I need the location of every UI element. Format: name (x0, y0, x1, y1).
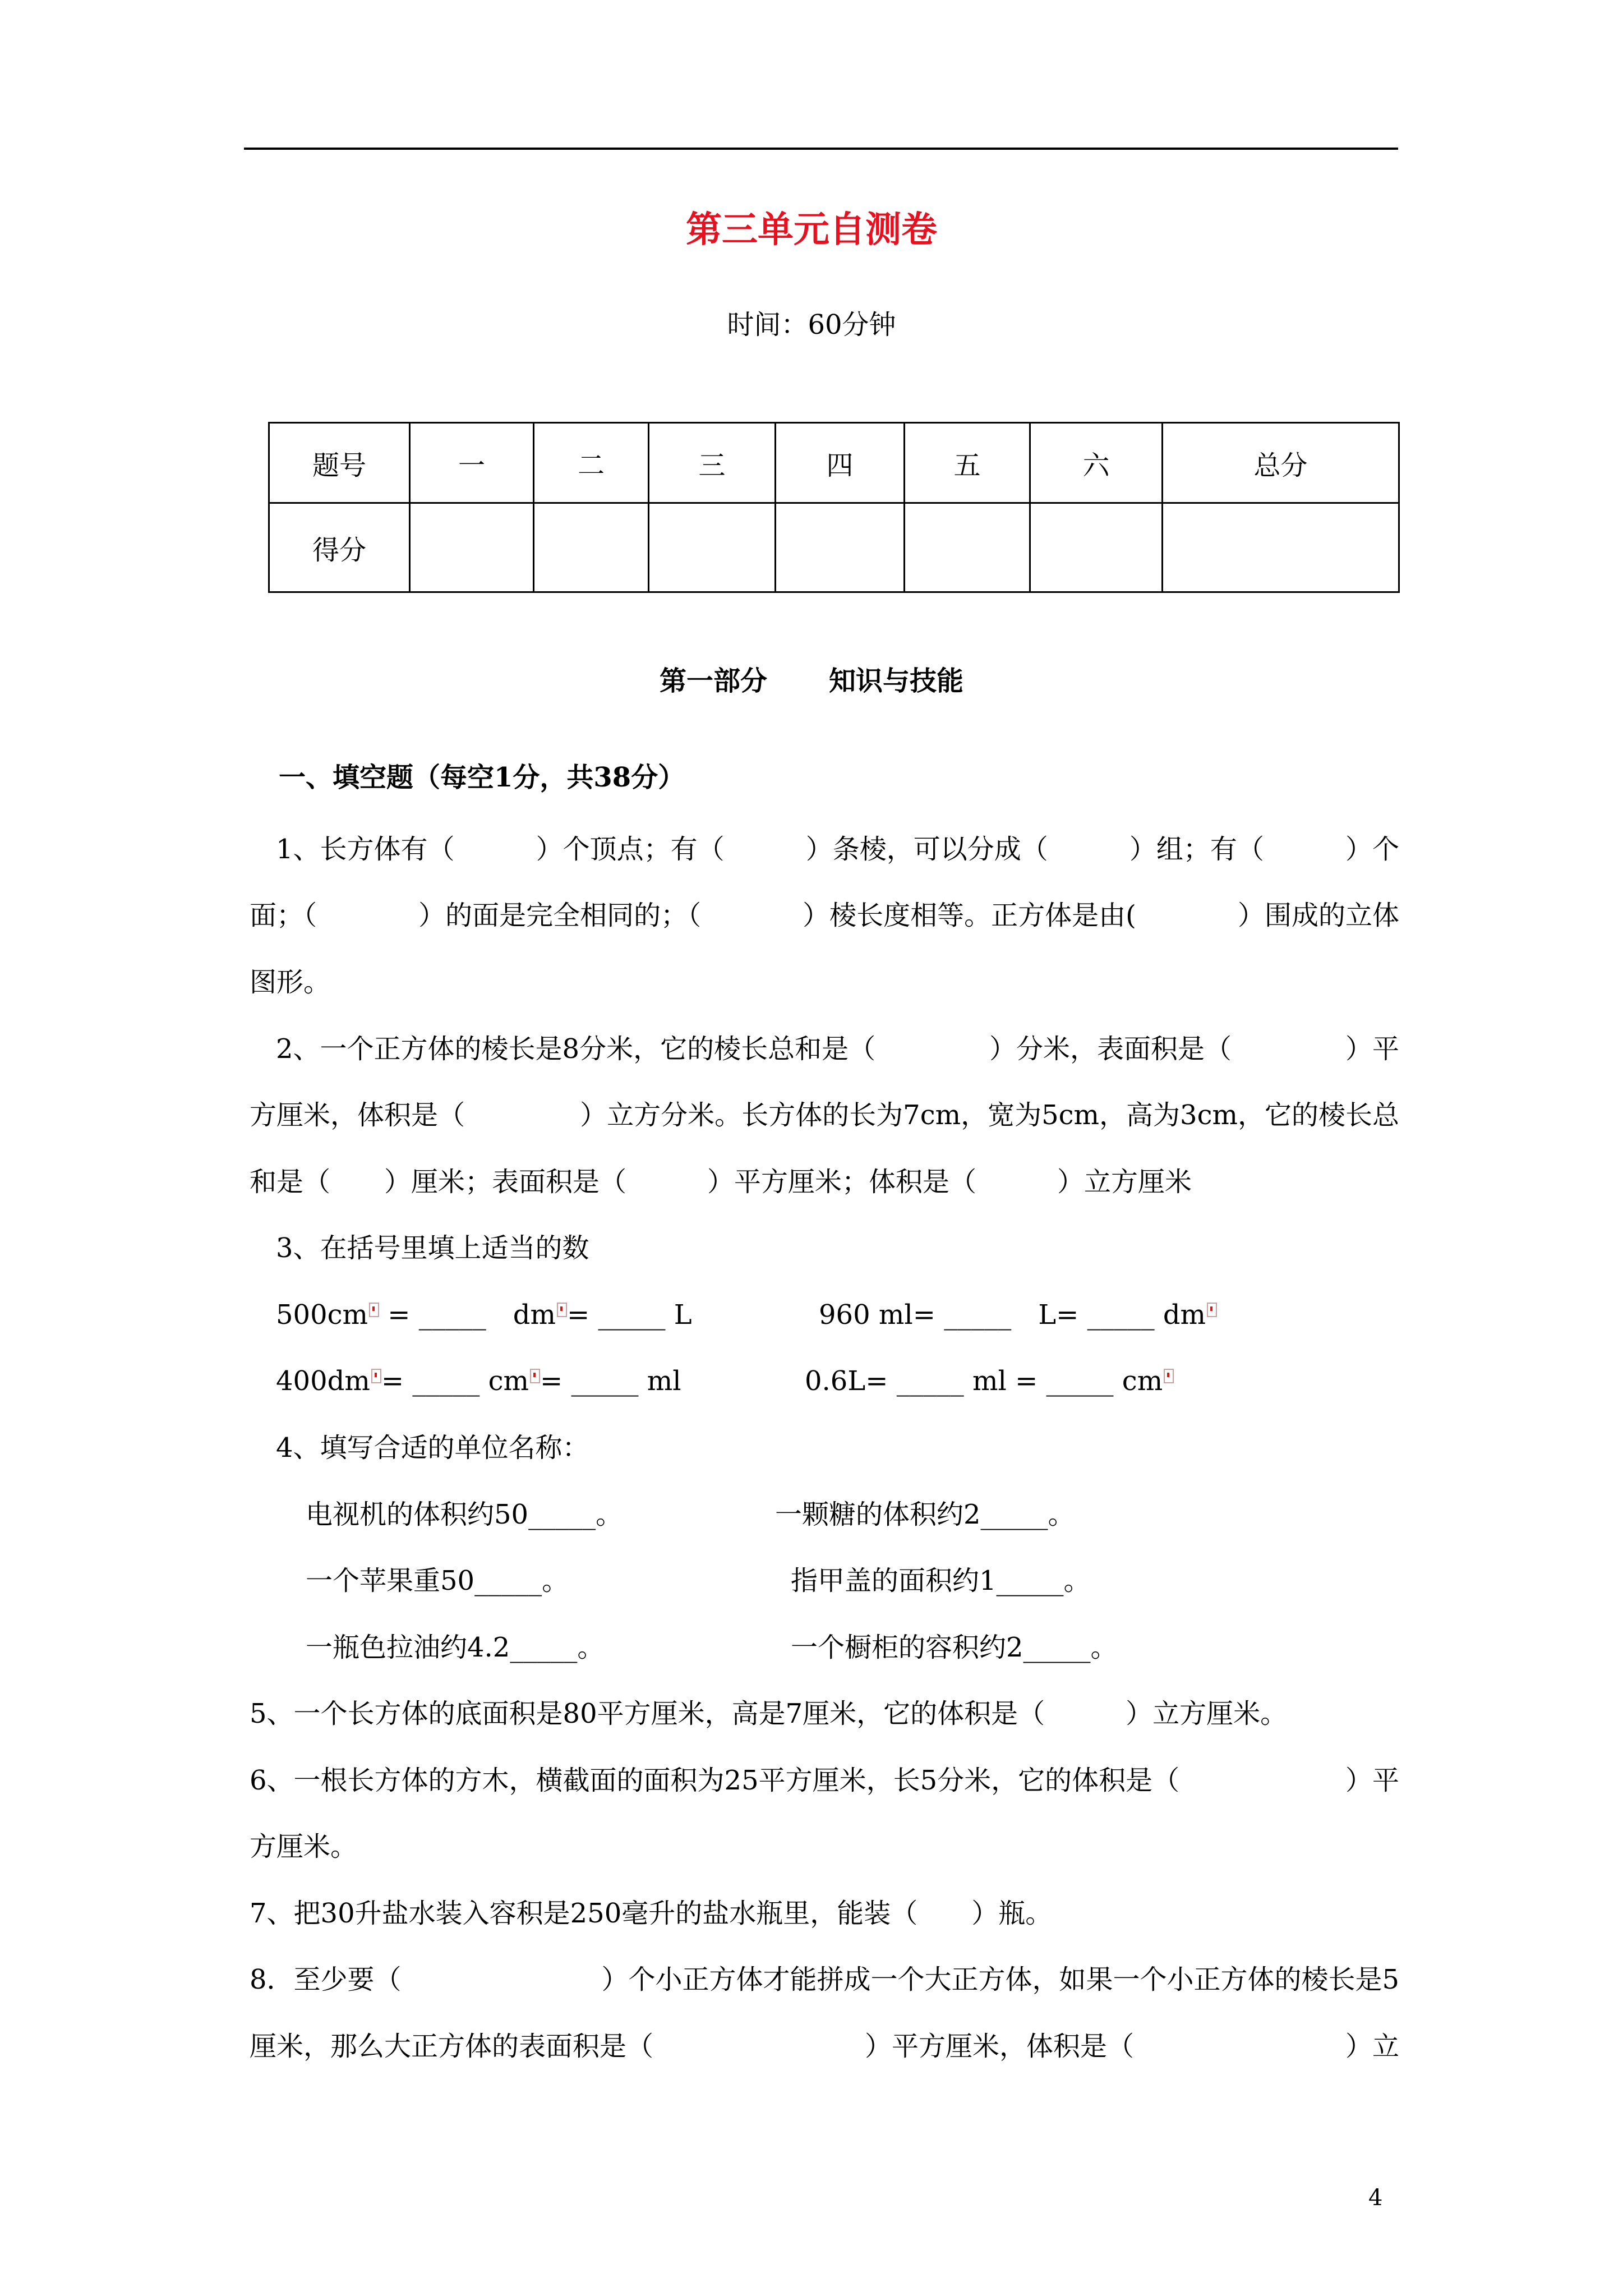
question-4-item: 电视机的体积约50_____。 (306, 1499, 623, 1530)
question-7: 7、把30升盐水装入容积是250毫升的盐水瓶里，能装（ ）瓶。 (250, 1898, 1053, 1929)
question-3-row-2a: 400dm = _____ cm = _____ ml (276, 1365, 681, 1397)
score-input-cell[interactable] (534, 503, 649, 592)
question-3-row-1b: 960 ml= _____ L= _____ dm (819, 1301, 1217, 1328)
score-input-cell[interactable] (1163, 503, 1399, 592)
superscript-icon (557, 1303, 567, 1317)
score-cell: 得分 (269, 503, 410, 592)
time-limit: 时间：60分钟 (727, 309, 896, 341)
score-input-cell[interactable] (1030, 503, 1163, 592)
question-4-item: 一个橱柜的容积约2_____。 (791, 1632, 1118, 1663)
part-title (0, 665, 1623, 697)
question-1-line-3: 图形。 (250, 967, 331, 998)
score-cell: 三 (649, 423, 776, 503)
question-8-line-1: 8．至少要（ ）个小正方体才能拼成一个大正方体，如果一个小正方体的棱长是5 (250, 1964, 1399, 1995)
superscript-icon (1164, 1369, 1174, 1383)
question-4-title: 4、填写合适的单位名称： (276, 1432, 589, 1464)
score-cell: 总分 (1163, 423, 1399, 503)
question-3-title: 3、在括号里填上适当的数 (276, 1232, 589, 1264)
question-1-line-1: 1、长方体有（ ）个顶点；有（ ）条棱，可以分成（ ）组；有（ ）个 (276, 834, 1399, 865)
question-2-line-2: 方厘米，体积是（ ）立方分米。长方体的长为7cm，宽为5cm，高为3cm，它的棱长总 (250, 1099, 1399, 1131)
question-8-line-2: 厘米，那么大正方体的表面积是（ ）平方厘米，体积是（ ）立 (250, 2031, 1399, 2062)
question-4-item: 指甲盖的面积约1_____。 (791, 1565, 1091, 1596)
question-2-line-3: 和是（ ）厘米；表面积是（ ）平方厘米；体积是（ ）立方厘米 (250, 1166, 1192, 1198)
header-rule (244, 148, 1398, 150)
page-number: 4 (1368, 2185, 1383, 2211)
score-cell: 五 (905, 423, 1030, 503)
question-4-item: 一个苹果重50_____。 (306, 1565, 569, 1596)
question-6-line-1: 6、一根长方体的方木，横截面的面积为25平方厘米，长5分米，它的体积是（ ）平 (250, 1765, 1399, 1796)
question-3-row-2b: 0.6L= _____ ml = _____ cm (805, 1368, 1174, 1395)
question-1-line-2: 面；（ ）的面是完全相同的；（ ）棱长度相等。正方体是由( ）围成的立体 (250, 900, 1399, 931)
score-table-score-row (269, 503, 1399, 592)
superscript-icon (530, 1369, 540, 1383)
score-table (268, 422, 1400, 593)
section-title: 一、填空题（每空1分，共38分） (279, 762, 685, 793)
score-cell: 四 (776, 423, 905, 503)
score-input-cell[interactable] (410, 503, 534, 592)
question-6-line-2: 方厘米。 (250, 1831, 358, 1862)
question-4-item: 一颗糖的体积约2_____。 (775, 1499, 1075, 1530)
score-input-cell[interactable] (905, 503, 1030, 592)
question-2-line-1: 2、一个正方体的棱长是8分米，它的棱长总和是（ ）分米，表面积是（ ）平 (276, 1033, 1399, 1065)
superscript-icon (371, 1369, 381, 1383)
score-cell: 二 (534, 423, 649, 503)
page-title: 第三单元自测卷 (686, 209, 937, 251)
question-4-item: 一瓶色拉油约4.2_____。 (306, 1632, 605, 1663)
score-input-cell[interactable] (649, 503, 776, 592)
superscript-icon (1207, 1303, 1217, 1317)
score-cell: 题号 (269, 423, 410, 503)
question-5: 5、一个长方体的底面积是80平方厘米，高是7厘米，它的体积是（ ）立方厘米。 (250, 1698, 1288, 1729)
score-input-cell[interactable] (776, 503, 905, 592)
score-cell: 一 (410, 423, 534, 503)
score-table-header-row (269, 423, 1399, 503)
part-title-right: 知识与技能 (829, 665, 964, 697)
question-3-row-1a: 500cm = _____ dm = _____ L (276, 1299, 692, 1331)
score-cell: 六 (1030, 423, 1163, 503)
part-title-left: 第一部分 (659, 665, 767, 697)
superscript-icon (369, 1303, 379, 1317)
